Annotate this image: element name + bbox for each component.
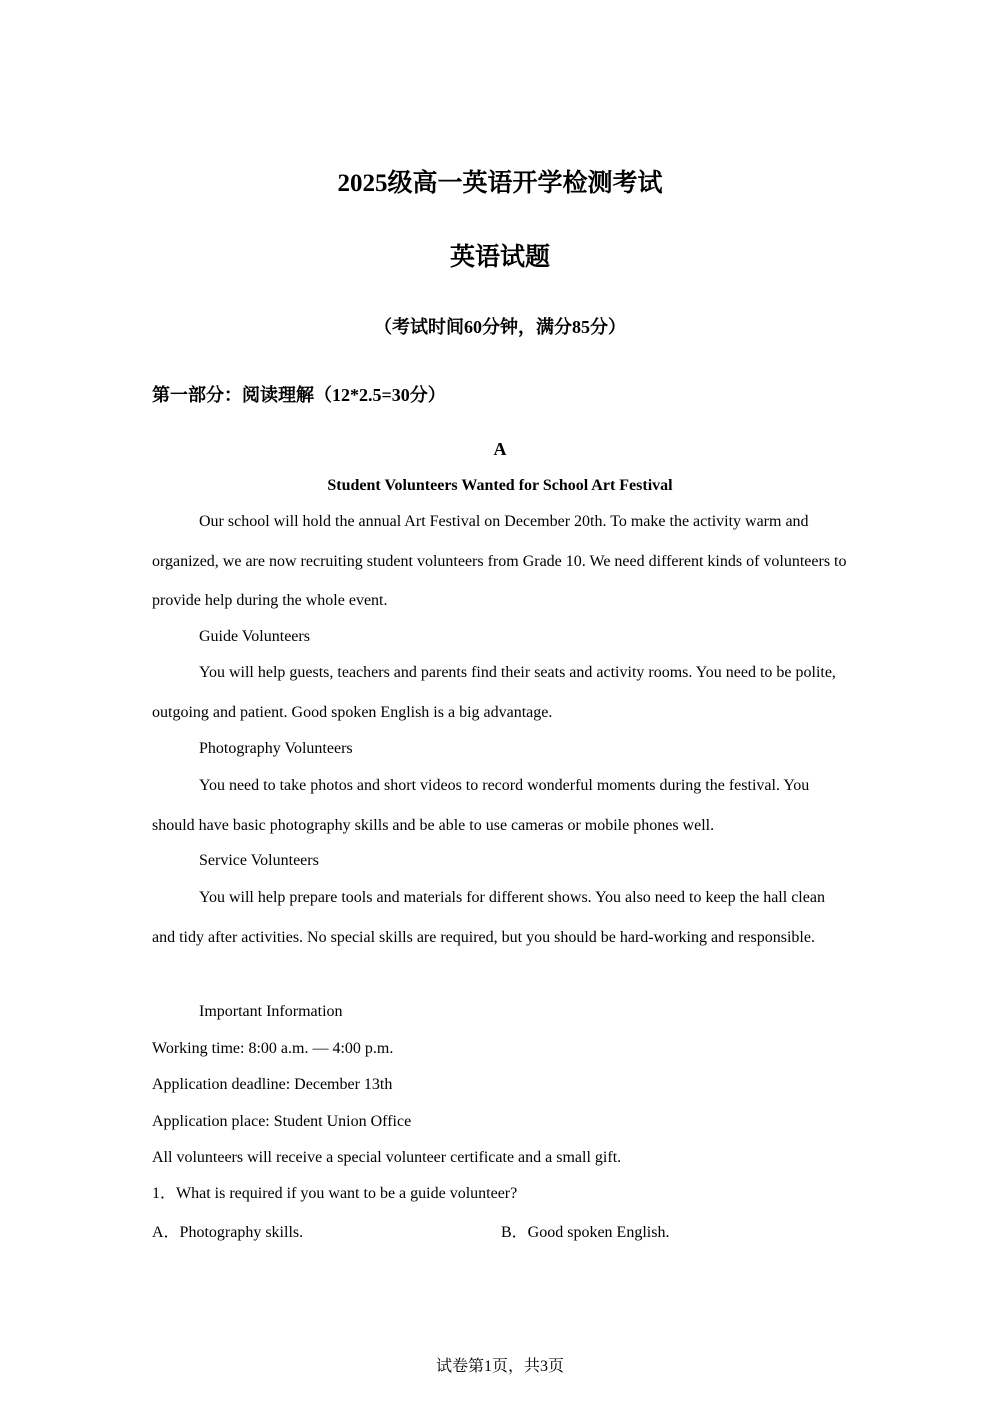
info-heading: Important Information [199, 1003, 343, 1020]
working-time: Working time: 8:00 a.m. — 4:00 p.m. [152, 1040, 394, 1057]
photo-text: You need to take photos and short videos to record wonderful moments during the festival. You should have basic photography skills and be able to use cameras or mobile phones well. [152, 777, 810, 834]
passage-title: Student Volunteers Wanted for School Art Festival [327, 477, 673, 494]
service-text: You will help prepare tools and materials for different shows. You also need to keep the hall clean and tidy after activities. No special skills are required, but you should be hard-working and responsible. [152, 889, 825, 946]
photo-heading: Photography Volunteers [199, 740, 353, 757]
passage-intro: Our school will hold the annual Art Festival on December 20th. To make the activity warm and organized, we are now recruiting student volunteers from Grade 10. We need different kinds of volunteers to provide help during the whole event. [152, 513, 847, 609]
section-heading: 第一部分：阅读理解（12*2.5=30分） [152, 385, 446, 405]
question-1-option-a: A．Photography skills. [152, 1224, 304, 1241]
volunteer-reward: All volunteers will receive a special volunteer certificate and a small gift. [152, 1149, 622, 1166]
application-deadline: Application deadline: December 13th [152, 1076, 393, 1093]
exam-info: （考试时间60分钟，满分85分） [374, 317, 626, 337]
service-heading: Service Volunteers [199, 852, 319, 869]
question-1-option-b: B．Good spoken English. [501, 1224, 670, 1241]
passage-letter: A [493, 439, 507, 459]
page-footer: 试卷第1页，共3页 [435, 1358, 564, 1375]
question-1-stem: 1．What is required if you want to be a guide volunteer? [152, 1185, 518, 1202]
guide-text: You will help guests, teachers and parents find their seats and activity rooms. You need to be polite, outgoing and patient. Good spoken English is a big advantage. [152, 664, 836, 721]
exam-subtitle: 英语试题 [449, 244, 550, 271]
application-place: Application place: Student Union Office [152, 1113, 412, 1130]
exam-title: 2025级高一英语开学检测考试 [337, 170, 663, 197]
guide-heading: Guide Volunteers [199, 628, 310, 645]
